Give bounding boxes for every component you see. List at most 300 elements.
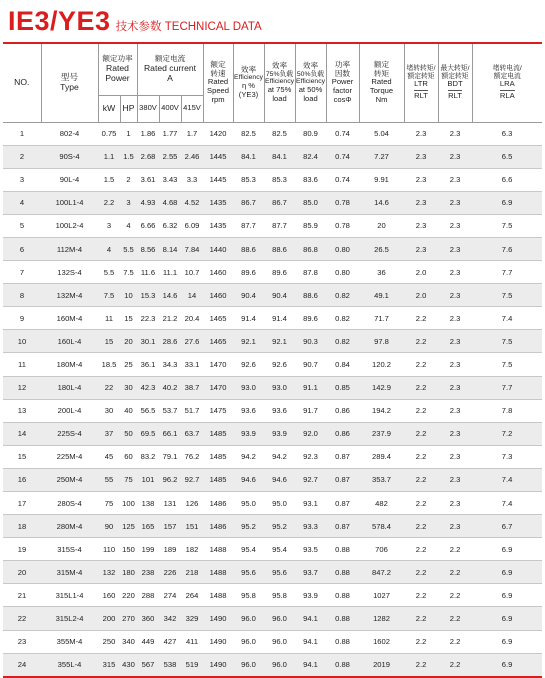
- table-cell: 449: [137, 630, 159, 653]
- table-cell: 519: [181, 653, 203, 677]
- table-cell: 6.9: [472, 538, 542, 561]
- table-cell: 95.4: [264, 538, 295, 561]
- table-cell: 91.4: [264, 307, 295, 330]
- table-cell: 6.32: [159, 214, 181, 237]
- table-cell: 2.3: [438, 145, 472, 168]
- table-cell: 180L-4: [41, 376, 98, 399]
- table-cell: 2.2: [404, 492, 438, 515]
- table-cell: 11.1: [159, 261, 181, 284]
- table-row: [3, 422, 542, 445]
- table-cell: 0.86: [326, 399, 359, 422]
- table-row: [3, 561, 542, 584]
- table-cell: 85.3: [233, 168, 264, 191]
- table-cell: 0.78: [326, 214, 359, 237]
- table-cell: 7.4: [472, 468, 542, 491]
- table-cell: 132S-4: [41, 261, 98, 284]
- table-cell: 96.0: [264, 653, 295, 677]
- table-cell: 2.3: [404, 214, 438, 237]
- table-cell: 1602: [359, 630, 404, 653]
- table-cell: 87.7: [233, 214, 264, 237]
- table-cell: 85.9: [295, 214, 326, 237]
- table-cell: 280S-4: [41, 492, 98, 515]
- table-cell: 97.8: [359, 330, 404, 353]
- table-cell: 66.1: [159, 422, 181, 445]
- table-row: [3, 445, 542, 468]
- table-cell: 0.88: [326, 630, 359, 653]
- table-cell: 2.2: [404, 399, 438, 422]
- table-cell: 5.04: [359, 122, 404, 145]
- table-row: [3, 284, 542, 307]
- table-cell: 1465: [203, 330, 233, 353]
- table-cell: 238: [137, 561, 159, 584]
- table-cell: 100: [120, 492, 137, 515]
- table-cell: 200L-4: [41, 399, 98, 422]
- table-cell: 578.4: [359, 515, 404, 538]
- table-cell: 0.88: [326, 538, 359, 561]
- col-current-header: 额定电流 Rated current A: [137, 43, 203, 95]
- table-cell: 14: [181, 284, 203, 307]
- table-cell: 7.4: [472, 307, 542, 330]
- table-cell: 14.6: [159, 284, 181, 307]
- table-cell: 75: [120, 468, 137, 491]
- table-cell: 87.8: [295, 261, 326, 284]
- table-cell: 0.87: [326, 445, 359, 468]
- table-cell: 2.3: [438, 468, 472, 491]
- table-cell: 2.2: [404, 607, 438, 630]
- table-cell: 218: [181, 561, 203, 584]
- table-cell: 93.3: [295, 515, 326, 538]
- table-cell: 0.86: [326, 422, 359, 445]
- table-cell: 7.5: [472, 214, 542, 237]
- table-cell: 96.0: [264, 630, 295, 653]
- table-cell: 1420: [203, 122, 233, 145]
- table-cell: 706: [359, 538, 404, 561]
- table-cell: 49.1: [359, 284, 404, 307]
- table-cell: 1488: [203, 584, 233, 607]
- table-cell: 21: [3, 584, 41, 607]
- table-cell: 88.6: [295, 284, 326, 307]
- table-cell: 1.5: [98, 168, 120, 191]
- col-400v-header: 400V: [159, 95, 181, 122]
- col-415v-header: 415V: [181, 95, 203, 122]
- table-cell: 264: [181, 584, 203, 607]
- table-cell: 83.2: [137, 445, 159, 468]
- table-cell: 50: [120, 422, 137, 445]
- table-cell: 1027: [359, 584, 404, 607]
- table-cell: 482: [359, 492, 404, 515]
- table-cell: 355L-4: [41, 653, 98, 677]
- table-cell: 30: [98, 399, 120, 422]
- table-cell: 2019: [359, 653, 404, 677]
- table-cell: 120.2: [359, 353, 404, 376]
- table-cell: 93.0: [233, 376, 264, 399]
- table-cell: 6.9: [472, 607, 542, 630]
- table-cell: 11.6: [137, 261, 159, 284]
- col-power-header: 额定功率 Rated Power: [98, 43, 137, 95]
- table-cell: 90.4: [264, 284, 295, 307]
- table-cell: 56.5: [137, 399, 159, 422]
- table-cell: 2.3: [438, 307, 472, 330]
- table-cell: 33.1: [181, 353, 203, 376]
- table-cell: 93.9: [295, 584, 326, 607]
- table-cell: 1470: [203, 376, 233, 399]
- table-cell: 16: [3, 468, 41, 491]
- table-cell: 87.7: [264, 214, 295, 237]
- table-cell: 6.6: [472, 168, 542, 191]
- table-cell: 131: [159, 492, 181, 515]
- table-cell: 90S-4: [41, 145, 98, 168]
- table-cell: 199: [137, 538, 159, 561]
- col-eff50-header: 效率 50%负载 Efficiency at 50% load: [295, 43, 326, 122]
- table-cell: 96.0: [264, 607, 295, 630]
- table-cell: 60: [120, 445, 137, 468]
- table-row: [3, 538, 542, 561]
- table-cell: 94.2: [233, 445, 264, 468]
- table-row: [3, 330, 542, 353]
- table-cell: 91.1: [295, 376, 326, 399]
- table-cell: 3.3: [181, 168, 203, 191]
- table-cell: 93.9: [264, 422, 295, 445]
- table-cell: 100L1-4: [41, 191, 98, 214]
- table-cell: 2.2: [438, 607, 472, 630]
- table-cell: 1490: [203, 607, 233, 630]
- table-cell: 180M-4: [41, 353, 98, 376]
- table-row: [3, 399, 542, 422]
- table-cell: 340: [120, 630, 137, 653]
- table-cell: 2.2: [438, 584, 472, 607]
- table-cell: 5: [3, 214, 41, 237]
- table-cell: 80.9: [295, 122, 326, 145]
- table-cell: 1465: [203, 307, 233, 330]
- table-row: [3, 630, 542, 653]
- table-cell: 126: [181, 492, 203, 515]
- table-cell: 0.75: [98, 122, 120, 145]
- table-cell: 85.0: [295, 191, 326, 214]
- table-cell: 2.46: [181, 145, 203, 168]
- table-cell: 84.1: [233, 145, 264, 168]
- table-cell: 4: [3, 191, 41, 214]
- table-cell: 2: [120, 168, 137, 191]
- table-cell: 2.2: [438, 561, 472, 584]
- table-cell: 20: [3, 561, 41, 584]
- table-cell: 6.9: [472, 191, 542, 214]
- table-cell: 1485: [203, 422, 233, 445]
- table-cell: 1490: [203, 630, 233, 653]
- table-cell: 2.3: [438, 492, 472, 515]
- table-cell: 24: [3, 653, 41, 677]
- table-row: [3, 168, 542, 191]
- table-cell: 20.4: [181, 307, 203, 330]
- table-cell: 0.88: [326, 653, 359, 677]
- table-cell: 79.1: [159, 445, 181, 468]
- table-cell: 0.88: [326, 607, 359, 630]
- table-cell: 96.0: [233, 653, 264, 677]
- table-cell: 94.6: [264, 468, 295, 491]
- table-cell: 226: [159, 561, 181, 584]
- table-cell: 4: [120, 214, 137, 237]
- table-cell: 2.3: [438, 214, 472, 237]
- table-cell: 93.5: [295, 538, 326, 561]
- table-cell: 11: [3, 353, 41, 376]
- table-cell: 7.7: [472, 261, 542, 284]
- table-cell: 142.9: [359, 376, 404, 399]
- table-cell: 2.3: [438, 168, 472, 191]
- table-cell: 1485: [203, 468, 233, 491]
- table-cell: 1445: [203, 145, 233, 168]
- table-cell: 2.2: [404, 561, 438, 584]
- table-cell: 95.0: [264, 492, 295, 515]
- table-cell: 280M-4: [41, 515, 98, 538]
- table-cell: 13: [3, 399, 41, 422]
- table-cell: 95.2: [233, 515, 264, 538]
- table-cell: 92.0: [295, 422, 326, 445]
- table-cell: 138: [137, 492, 159, 515]
- table-cell: 10: [3, 330, 41, 353]
- table-row: [3, 353, 542, 376]
- table-cell: 0.74: [326, 122, 359, 145]
- table-cell: 25: [120, 353, 137, 376]
- table-cell: 95.4: [233, 538, 264, 561]
- table-cell: 7.5: [98, 284, 120, 307]
- table-cell: 160: [98, 584, 120, 607]
- table-cell: 26.5: [359, 237, 404, 260]
- table-cell: 2.3: [438, 237, 472, 260]
- table-cell: 89.6: [295, 307, 326, 330]
- table-cell: 37: [98, 422, 120, 445]
- header-row-main: [3, 43, 542, 95]
- table-cell: 270: [120, 607, 137, 630]
- table-cell: 2.3: [404, 168, 438, 191]
- table-cell: 93.0: [264, 376, 295, 399]
- table-row: [3, 515, 542, 538]
- table-cell: 0.74: [326, 168, 359, 191]
- table-cell: 7.84: [181, 237, 203, 260]
- table-cell: 86.7: [233, 191, 264, 214]
- table-cell: 342: [159, 607, 181, 630]
- table-cell: 93.9: [233, 422, 264, 445]
- table-cell: 92.7: [181, 468, 203, 491]
- table-cell: 6.9: [472, 653, 542, 677]
- table-cell: 182: [181, 538, 203, 561]
- table-cell: 567: [137, 653, 159, 677]
- table-cell: 10: [120, 284, 137, 307]
- table-cell: 93.1: [295, 492, 326, 515]
- table-row: [3, 122, 542, 145]
- table-cell: 315M-4: [41, 561, 98, 584]
- table-cell: 95.6: [233, 561, 264, 584]
- table-cell: 94.1: [295, 630, 326, 653]
- table-cell: 2.3: [438, 515, 472, 538]
- table-cell: 1485: [203, 445, 233, 468]
- table-cell: 353.7: [359, 468, 404, 491]
- table-cell: 1.1: [98, 145, 120, 168]
- table-cell: 2.3: [438, 445, 472, 468]
- table-cell: 42.3: [137, 376, 159, 399]
- table-cell: 315: [98, 653, 120, 677]
- table-cell: 10.7: [181, 261, 203, 284]
- table-cell: 3: [3, 168, 41, 191]
- table-cell: 22.3: [137, 307, 159, 330]
- table-cell: 2.2: [404, 653, 438, 677]
- table-cell: 6: [3, 237, 41, 260]
- table-cell: 38.7: [181, 376, 203, 399]
- table-cell: 2.2: [404, 538, 438, 561]
- table-cell: 95.8: [264, 584, 295, 607]
- technical-data-table: [3, 42, 542, 678]
- table-cell: 18.5: [98, 353, 120, 376]
- table-cell: 0.87: [326, 515, 359, 538]
- table-cell: 194.2: [359, 399, 404, 422]
- table-cell: 30: [120, 376, 137, 399]
- table-cell: 2.2: [404, 353, 438, 376]
- table-cell: 53.7: [159, 399, 181, 422]
- table-cell: 2.0: [404, 284, 438, 307]
- table-cell: 847.2: [359, 561, 404, 584]
- table-row: [3, 492, 542, 515]
- table-cell: 220: [120, 584, 137, 607]
- table-cell: 95.8: [233, 584, 264, 607]
- table-row: [3, 214, 542, 237]
- table-cell: 2.3: [404, 237, 438, 260]
- table-cell: 40.2: [159, 376, 181, 399]
- table-cell: 2.3: [438, 261, 472, 284]
- table-cell: 6.9: [472, 561, 542, 584]
- table-cell: 94.6: [233, 468, 264, 491]
- table-cell: 88.6: [233, 237, 264, 260]
- table-cell: 200: [98, 607, 120, 630]
- table-cell: 0.87: [326, 468, 359, 491]
- table-cell: 2.2: [404, 330, 438, 353]
- table-cell: 94.1: [295, 607, 326, 630]
- table-cell: 538: [159, 653, 181, 677]
- table-row: [3, 653, 542, 677]
- table-cell: 20: [120, 330, 137, 353]
- table-cell: 34.3: [159, 353, 181, 376]
- table-cell: 82.5: [264, 122, 295, 145]
- table-cell: 2.2: [438, 538, 472, 561]
- table-cell: 250: [98, 630, 120, 653]
- table-cell: 7.5: [472, 284, 542, 307]
- table-cell: 91.7: [295, 399, 326, 422]
- col-no-header: NO.: [3, 43, 41, 122]
- table-cell: 225S-4: [41, 422, 98, 445]
- table-cell: 0.84: [326, 353, 359, 376]
- table-cell: 112M-4: [41, 237, 98, 260]
- table-cell: 1: [120, 122, 137, 145]
- table-cell: 92.1: [233, 330, 264, 353]
- page-title: [8, 6, 262, 40]
- table-cell: 6.7: [472, 515, 542, 538]
- table-cell: 315S-4: [41, 538, 98, 561]
- table-cell: 411: [181, 630, 203, 653]
- table-cell: 7.3: [472, 445, 542, 468]
- table-cell: 3.43: [159, 168, 181, 191]
- table-cell: 51.7: [181, 399, 203, 422]
- table-cell: 2.2: [404, 515, 438, 538]
- table-cell: 288: [137, 584, 159, 607]
- table-cell: 0.80: [326, 261, 359, 284]
- table-cell: 1486: [203, 492, 233, 515]
- col-eff75-header: 效率 75%负载 Efficiency at 75% load: [264, 43, 295, 122]
- table-cell: 6.66: [137, 214, 159, 237]
- table-cell: 2.3: [438, 284, 472, 307]
- table-cell: 7.2: [472, 422, 542, 445]
- table-cell: 14.6: [359, 191, 404, 214]
- title-sub: 技术参数 TECHNICAL DATA: [115, 21, 262, 33]
- table-cell: 6.5: [472, 145, 542, 168]
- table-cell: 1486: [203, 515, 233, 538]
- table-cell: 95.2: [264, 515, 295, 538]
- col-speed-header: 额定 转速 Rated Speed rpm: [203, 43, 233, 122]
- table-cell: 7.7: [472, 376, 542, 399]
- table-cell: 9: [3, 307, 41, 330]
- table-cell: 2.3: [438, 122, 472, 145]
- table-cell: 22: [3, 607, 41, 630]
- table-cell: 1440: [203, 237, 233, 260]
- table-cell: 7.4: [472, 492, 542, 515]
- table-cell: 36: [359, 261, 404, 284]
- table-cell: 14: [3, 422, 41, 445]
- table-cell: 95.6: [264, 561, 295, 584]
- table-cell: 160L-4: [41, 330, 98, 353]
- table-cell: 2.55: [159, 145, 181, 168]
- table-cell: 3: [98, 214, 120, 237]
- table-cell: 2.2: [404, 376, 438, 399]
- table-cell: 1.7: [181, 122, 203, 145]
- table-cell: 2.0: [404, 261, 438, 284]
- table-cell: 0.88: [326, 561, 359, 584]
- table-cell: 157: [159, 515, 181, 538]
- table-cell: 2.2: [404, 422, 438, 445]
- table-row: [3, 237, 542, 260]
- table-cell: 2.3: [438, 330, 472, 353]
- table-cell: 17: [3, 492, 41, 515]
- table-cell: 90.7: [295, 353, 326, 376]
- table-cell: 2.3: [404, 122, 438, 145]
- table-cell: 0.82: [326, 307, 359, 330]
- table-cell: 7.5: [472, 353, 542, 376]
- table-cell: 15.3: [137, 284, 159, 307]
- table-cell: 274: [159, 584, 181, 607]
- table-cell: 86.7: [264, 191, 295, 214]
- table-cell: 90.3: [295, 330, 326, 353]
- table-cell: 6.9: [472, 584, 542, 607]
- table-cell: 101: [137, 468, 159, 491]
- table-cell: 0.74: [326, 145, 359, 168]
- table-cell: 2.3: [438, 399, 472, 422]
- table-cell: 69.5: [137, 422, 159, 445]
- col-ltr-header: 堵转转矩/ 额定转矩 LTR RLT: [404, 43, 438, 122]
- table-cell: 8.14: [159, 237, 181, 260]
- table-cell: 92.7: [295, 468, 326, 491]
- table-cell: 2.2: [404, 445, 438, 468]
- table-cell: 289.4: [359, 445, 404, 468]
- table-cell: 23: [3, 630, 41, 653]
- table-cell: 1435: [203, 191, 233, 214]
- table-cell: 180: [120, 561, 137, 584]
- table-cell: 7: [3, 261, 41, 284]
- table-cell: 0.80: [326, 237, 359, 260]
- table-cell: 1470: [203, 353, 233, 376]
- table-row: [3, 261, 542, 284]
- table-cell: 430: [120, 653, 137, 677]
- table-cell: 6.9: [472, 630, 542, 653]
- table-cell: 19: [3, 538, 41, 561]
- col-kw-header: kW: [98, 95, 120, 122]
- table-cell: 75: [98, 492, 120, 515]
- table-cell: 1475: [203, 399, 233, 422]
- table-cell: 0.85: [326, 376, 359, 399]
